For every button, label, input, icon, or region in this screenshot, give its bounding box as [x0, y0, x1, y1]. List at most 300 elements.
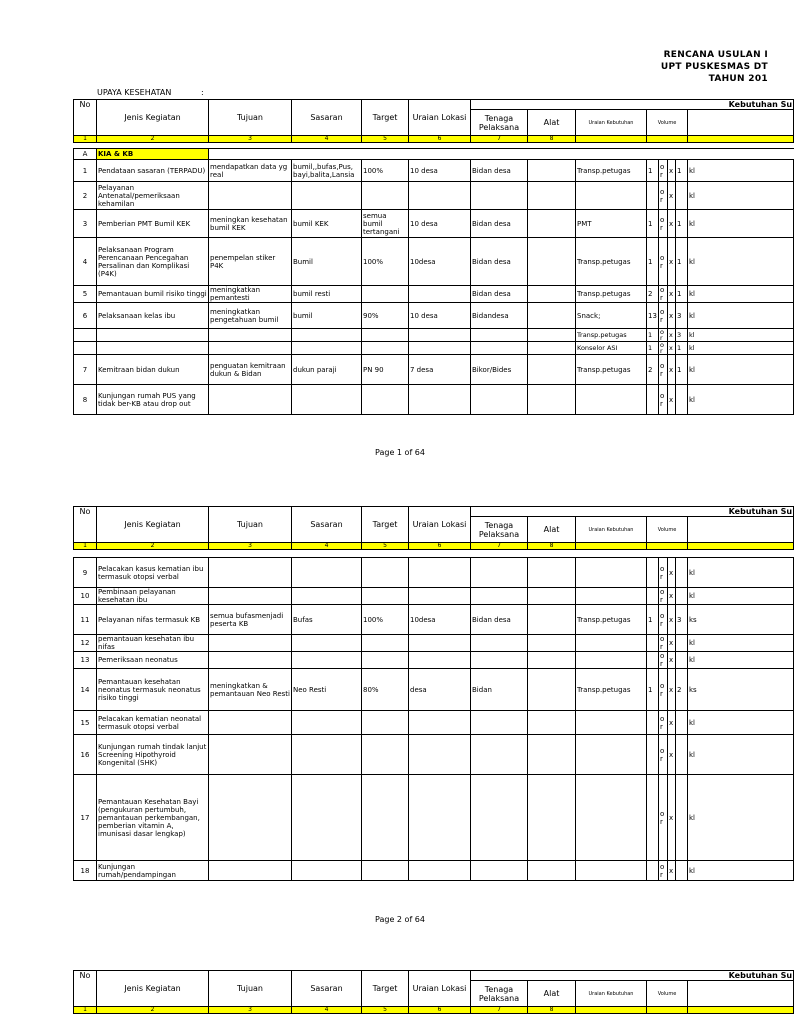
cell-uraian-kebutuhan: [576, 775, 647, 861]
row-number: 10: [74, 588, 97, 605]
cell-alat: [528, 669, 576, 711]
table-row: [74, 652, 794, 669]
cell-sasaran: [292, 861, 362, 881]
cell-lokasi: [409, 588, 471, 605]
col-num: 4: [292, 543, 362, 550]
col-num: 6: [409, 136, 471, 143]
cell-alat: [528, 861, 576, 881]
cell-jenis-kegiatan: Kunjungan rumah PUS yang tidak ber-KB atau drop out: [97, 385, 209, 415]
col-tenaga-header: Tenaga Pelaksana: [471, 110, 528, 136]
cell-uraian-kebutuhan: [576, 385, 647, 415]
page-1-rows: [74, 160, 794, 415]
cell-target: [362, 558, 409, 588]
cell-volume-x: x: [668, 775, 676, 861]
cell-alat: [528, 652, 576, 669]
cell-tujuan: semua bufasmenjadi peserta KB: [209, 605, 292, 635]
cell-volume-unit: or: [659, 286, 668, 303]
col-extra-header: [688, 981, 794, 1007]
empty-cell: [409, 329, 471, 342]
cell-uraian-kebutuhan: Transp.petugas: [576, 355, 647, 385]
cell-volume-qty: [647, 182, 659, 210]
cell-volume-qty: [647, 588, 659, 605]
column-number-row: [74, 136, 794, 143]
cell-jenis-kegiatan: Kunjungan rumah/pendampingan: [97, 861, 209, 881]
cell-volume-qty: 2: [647, 355, 659, 385]
cell-uraian-kebutuhan: [576, 711, 647, 735]
cell-tenaga: [471, 588, 528, 605]
cell-alat: [528, 558, 576, 588]
cell-sasaran: [292, 735, 362, 775]
cell-lokasi: [409, 861, 471, 881]
empty-cell: [292, 342, 362, 355]
cell-volume-qty-2: [676, 558, 688, 588]
row-number: 2: [74, 182, 97, 210]
cell-volume-unit: or: [659, 605, 668, 635]
cell-target: 80%: [362, 669, 409, 711]
cell-target: 100%: [362, 238, 409, 286]
report-title-line-1: RENCANA USULAN I: [663, 50, 768, 60]
column-number-row: [74, 543, 794, 550]
report-title-line-2: UPT PUSKESMAS DT: [660, 62, 768, 72]
cell-tenaga: [471, 635, 528, 652]
cell-alat: [528, 210, 576, 238]
cell-jenis-kegiatan: Pelaksanaan Program Perencanaan Pencegahan Persalinan dan Komplikasi (P4K): [97, 238, 209, 286]
cell-volume-qty: 1: [647, 238, 659, 286]
cell-uraian-kebutuhan: [576, 635, 647, 652]
cell-tenaga: [471, 652, 528, 669]
page-number-1: Page 1 of 64: [375, 448, 425, 457]
cell-volume-qty-2: 3: [676, 303, 688, 329]
cell-lokasi: [409, 385, 471, 415]
cell-volume-unit-2: kl: [688, 342, 794, 355]
cell-volume-unit: or: [659, 588, 668, 605]
cell-volume-unit: or: [659, 652, 668, 669]
cell-alat: [528, 711, 576, 735]
col-sasaran-header: Sasaran: [292, 100, 362, 136]
cell-sasaran: [292, 652, 362, 669]
cell-volume-qty: [647, 652, 659, 669]
cell-sasaran: [292, 775, 362, 861]
cell-target: [362, 588, 409, 605]
table-row: [74, 355, 794, 385]
cell-lokasi: 10 desa: [409, 210, 471, 238]
page-2-rows: [74, 558, 794, 881]
cell-volume-qty: [647, 735, 659, 775]
cell-volume-qty: [647, 775, 659, 861]
empty-cell: [97, 342, 209, 355]
cell-volume-qty-2: [676, 385, 688, 415]
cell-volume-x: x: [668, 605, 676, 635]
table-row: [74, 775, 794, 861]
cell-tenaga: Bidan desa: [471, 238, 528, 286]
col-num: 7: [471, 543, 528, 550]
cell-uraian-kebutuhan: Snack;: [576, 303, 647, 329]
cell-target: [362, 635, 409, 652]
col-volume-header: Volume: [647, 110, 688, 136]
cell-volume-unit: or: [659, 861, 668, 881]
cell-target: semua bumil tertangani: [362, 210, 409, 238]
table-header: [74, 100, 794, 143]
cell-tujuan: [209, 711, 292, 735]
cell-volume-unit: or: [659, 635, 668, 652]
cell-tujuan: penempelan stiker P4K: [209, 238, 292, 286]
cell-target: [362, 182, 409, 210]
cell-volume-qty-2: 3: [676, 329, 688, 342]
col-target-header: Target: [362, 971, 409, 1007]
col-num: 4: [292, 1007, 362, 1014]
empty-cell: [209, 342, 292, 355]
cell-alat: [528, 605, 576, 635]
cell-uraian-kebutuhan: [576, 182, 647, 210]
col-kebutuhan-header: Kebutuhan Su: [471, 507, 794, 517]
cell-volume-x: x: [668, 303, 676, 329]
cell-volume-qty-2: 1: [676, 160, 688, 182]
cell-tujuan: [209, 558, 292, 588]
row-number: 9: [74, 558, 97, 588]
table-row: [74, 182, 794, 210]
cell-lokasi: [409, 652, 471, 669]
row-number: 18: [74, 861, 97, 881]
cell-volume-unit: or: [659, 303, 668, 329]
col-num: 6: [409, 543, 471, 550]
cell-uraian-kebutuhan: PMT: [576, 210, 647, 238]
cell-volume-unit-2: kl: [688, 210, 794, 238]
cell-sasaran: bumil,,bufas,Pus, bayi,balita,Lansia: [292, 160, 362, 182]
cell-alat: [528, 635, 576, 652]
empty-cell: [362, 342, 409, 355]
cell-tujuan: [209, 735, 292, 775]
col-no-header: No: [74, 100, 97, 136]
cell-volume-unit-2: kl: [688, 635, 794, 652]
col-sasaran-header: Sasaran: [292, 507, 362, 543]
cell-tenaga: [471, 861, 528, 881]
cell-volume-qty-2: 3: [676, 605, 688, 635]
cell-tenaga: [471, 558, 528, 588]
cell-volume-x: x: [668, 588, 676, 605]
section-letter: A: [74, 149, 97, 160]
col-tujuan-header: Tujuan: [209, 971, 292, 1007]
cell-sasaran: [292, 558, 362, 588]
table-row: [74, 605, 794, 635]
cell-jenis-kegiatan: Pelayanan nifas termasuk KB: [97, 605, 209, 635]
empty-cell: [528, 329, 576, 342]
cell-lokasi: [409, 711, 471, 735]
col-target-header: Target: [362, 100, 409, 136]
cell-tenaga: [471, 385, 528, 415]
table-row: [74, 861, 794, 881]
cell-tujuan: meningkan kesehatan bumil KEK: [209, 210, 292, 238]
cell-uraian-kebutuhan: [576, 861, 647, 881]
cell-volume-unit: or: [659, 182, 668, 210]
cell-volume-unit-2: kl: [688, 735, 794, 775]
cell-tujuan: meningkatkan pengetahuan bumil: [209, 303, 292, 329]
cell-volume-qty-2: [676, 735, 688, 775]
page-number-2: Page 2 of 64: [375, 915, 425, 924]
cell-tenaga: Bidan desa: [471, 160, 528, 182]
cell-tenaga: Bidan desa: [471, 210, 528, 238]
table-row: [74, 735, 794, 775]
row-number: 11: [74, 605, 97, 635]
table-row: [74, 238, 794, 286]
cell-uraian-kebutuhan: Transp.petugas: [576, 238, 647, 286]
cell-volume-unit-2: kl: [688, 182, 794, 210]
table-row: [74, 286, 794, 303]
cell-uraian-kebutuhan: Transp.petugas: [576, 160, 647, 182]
cell-volume-unit-2: kl: [688, 160, 794, 182]
cell-jenis-kegiatan: Pemantauan kesehatan neonatus termasuk neonatus risiko tinggi: [97, 669, 209, 711]
col-tenaga-header: Tenaga Pelaksana: [471, 981, 528, 1007]
cell-jenis-kegiatan: Pelacakan kematian neonatal termasuk otopsi verbal: [97, 711, 209, 735]
empty-cell: [74, 329, 97, 342]
cell-target: 100%: [362, 160, 409, 182]
col-no-header: No: [74, 971, 97, 1007]
cell-sasaran: bumil KEK: [292, 210, 362, 238]
activity-table-page-2: [73, 506, 794, 881]
empty-cell: [74, 342, 97, 355]
empty-cell: [471, 342, 528, 355]
cell-lokasi: 10desa: [409, 605, 471, 635]
report-title-line-3: TAHUN 201: [708, 74, 768, 84]
col-tenaga-header: Tenaga Pelaksana: [471, 517, 528, 543]
cell-volume-qty-2: [676, 588, 688, 605]
cell-lokasi: 10desa: [409, 238, 471, 286]
table-row: [74, 385, 794, 415]
table-body-page-1: [74, 143, 794, 160]
cell-alat: [528, 238, 576, 286]
section-row: [74, 149, 794, 160]
cell-volume-unit: or: [659, 355, 668, 385]
cell-sasaran: [292, 182, 362, 210]
cell-volume-unit-2: ks: [688, 669, 794, 711]
empty-cell: [409, 342, 471, 355]
table-header: [74, 971, 794, 1014]
cell-jenis-kegiatan: Kemitraan bidan dukun: [97, 355, 209, 385]
cell-target: 90%: [362, 303, 409, 329]
cell-lokasi: [409, 182, 471, 210]
cell-volume-x: x: [668, 861, 676, 881]
cell-jenis-kegiatan: Pelayanan Antenatal/pemeriksaan kehamilan: [97, 182, 209, 210]
cell-uraian-kebutuhan: [576, 652, 647, 669]
col-num: 2: [97, 1007, 209, 1014]
cell-tenaga: Bidandesa: [471, 303, 528, 329]
col-lokasi-header: Uraian Lokasi: [409, 971, 471, 1007]
cell-uraian-kebutuhan: Konselor ASI: [576, 342, 647, 355]
cell-volume-qty: 1: [647, 669, 659, 711]
cell-jenis-kegiatan: Pemberian PMT Bumil KEK: [97, 210, 209, 238]
cell-volume-x: x: [668, 329, 676, 342]
cell-tenaga: Bidan: [471, 669, 528, 711]
cell-volume-unit-2: kl: [688, 329, 794, 342]
cell-tenaga: Bidan desa: [471, 605, 528, 635]
cell-uraian-kebutuhan: Transp.petugas: [576, 329, 647, 342]
cell-volume-qty: [647, 385, 659, 415]
cell-sasaran: bumil: [292, 303, 362, 329]
cell-sasaran: [292, 635, 362, 652]
cell-volume-qty-2: [676, 652, 688, 669]
cell-tujuan: [209, 652, 292, 669]
cell-lokasi: [409, 558, 471, 588]
cell-volume-qty-2: 1: [676, 286, 688, 303]
col-num: 5: [362, 543, 409, 550]
cell-volume-x: x: [668, 210, 676, 238]
cell-jenis-kegiatan: Pemeriksaan neonatus: [97, 652, 209, 669]
col-tujuan-header: Tujuan: [209, 507, 292, 543]
cell-uraian-kebutuhan: Transp.petugas: [576, 605, 647, 635]
cell-volume-unit-2: kl: [688, 711, 794, 735]
row-number: 6: [74, 303, 97, 329]
col-kebutuhan-header: Kebutuhan Su: [471, 971, 794, 981]
activity-table-page-3: [73, 970, 794, 1014]
cell-volume-unit-2: kl: [688, 861, 794, 881]
cell-target: [362, 385, 409, 415]
cell-volume-x: x: [668, 711, 676, 735]
cell-volume-x: x: [668, 160, 676, 182]
cell-volume-qty: [647, 711, 659, 735]
cell-volume-unit-2: kl: [688, 385, 794, 415]
row-number: 8: [74, 385, 97, 415]
cell-tujuan: [209, 588, 292, 605]
cell-volume-qty-2: [676, 861, 688, 881]
cell-lokasi: [409, 735, 471, 775]
cell-lokasi: [409, 635, 471, 652]
cell-volume-qty-2: [676, 775, 688, 861]
cell-tenaga: [471, 711, 528, 735]
cell-sasaran: [292, 385, 362, 415]
cell-uraian-kebutuhan: Transp.petugas: [576, 286, 647, 303]
cell-volume-unit-2: kl: [688, 355, 794, 385]
cell-volume-unit: or: [659, 160, 668, 182]
cell-volume-unit: or: [659, 238, 668, 286]
table-header: [74, 507, 794, 558]
table-row: [74, 210, 794, 238]
cell-target: [362, 711, 409, 735]
cell-uraian-kebutuhan: [576, 735, 647, 775]
table-row: [74, 588, 794, 605]
row-number: 1: [74, 160, 97, 182]
empty-cell: [292, 329, 362, 342]
table-row: [74, 669, 794, 711]
cell-volume-unit-2: kl: [688, 558, 794, 588]
table-row: [74, 711, 794, 735]
row-number: 7: [74, 355, 97, 385]
cell-volume-qty: 1: [647, 210, 659, 238]
cell-jenis-kegiatan: Pelaksanaan kelas ibu: [97, 303, 209, 329]
cell-alat: [528, 385, 576, 415]
cell-volume-qty-2: [676, 182, 688, 210]
cell-sasaran: Bufas: [292, 605, 362, 635]
col-uraian-kebutuhan-header: Uraian Kebutuhan: [576, 517, 647, 543]
cell-tujuan: mendapatkan data yg real: [209, 160, 292, 182]
cell-volume-qty-2: 1: [676, 238, 688, 286]
col-num: 4: [292, 136, 362, 143]
cell-volume-x: x: [668, 182, 676, 210]
cell-jenis-kegiatan: Pelacakan kasus kematian ibu termasuk otopsi verbal: [97, 558, 209, 588]
upaya-kesehatan-label: [97, 88, 204, 97]
cell-volume-qty: [647, 558, 659, 588]
col-num: 8: [528, 543, 576, 550]
cell-target: [362, 861, 409, 881]
cell-tujuan: [209, 385, 292, 415]
cell-volume-qty-2: [676, 711, 688, 735]
cell-alat: [528, 286, 576, 303]
cell-sasaran: dukun paraji: [292, 355, 362, 385]
row-number: 17: [74, 775, 97, 861]
col-extra-header: [688, 517, 794, 543]
section-label: KIA & KB: [97, 149, 209, 160]
cell-volume-x: x: [668, 385, 676, 415]
col-num: 2: [97, 136, 209, 143]
cell-volume-qty-2: 2: [676, 669, 688, 711]
cell-volume-qty: 2: [647, 286, 659, 303]
cell-volume-unit-2: kl: [688, 588, 794, 605]
col-jenis-header: Jenis Kegiatan: [97, 100, 209, 136]
cell-alat: [528, 588, 576, 605]
cell-target: [362, 652, 409, 669]
cell-target: PN 90: [362, 355, 409, 385]
cell-target: [362, 286, 409, 303]
empty-cell: [471, 329, 528, 342]
empty-cell: [97, 329, 209, 342]
col-lokasi-header: Uraian Lokasi: [409, 100, 471, 136]
cell-volume-qty: 1: [647, 160, 659, 182]
cell-tujuan: [209, 182, 292, 210]
col-alat-header: Alat: [528, 981, 576, 1007]
cell-volume-x: x: [668, 355, 676, 385]
table-row: [74, 329, 794, 342]
cell-volume-qty-2: [676, 635, 688, 652]
cell-target: [362, 775, 409, 861]
cell-volume-x: x: [668, 635, 676, 652]
cell-volume-unit: or: [659, 558, 668, 588]
col-target-header: Target: [362, 507, 409, 543]
cell-volume-qty: 1: [647, 605, 659, 635]
row-number: 15: [74, 711, 97, 735]
cell-tenaga: [471, 182, 528, 210]
cell-volume-qty: 13: [647, 303, 659, 329]
col-num: 8: [528, 136, 576, 143]
table-row: [74, 342, 794, 355]
col-extra-header: [688, 110, 794, 136]
row-number: 5: [74, 286, 97, 303]
column-number-row: [74, 1007, 794, 1014]
empty-cell: [528, 342, 576, 355]
cell-tenaga: [471, 735, 528, 775]
cell-volume-unit: or: [659, 711, 668, 735]
col-num: 3: [209, 136, 292, 143]
cell-tujuan: [209, 775, 292, 861]
col-jenis-header: Jenis Kegiatan: [97, 507, 209, 543]
empty-cell: [209, 329, 292, 342]
cell-lokasi: [409, 286, 471, 303]
col-lokasi-header: Uraian Lokasi: [409, 507, 471, 543]
cell-alat: [528, 735, 576, 775]
cell-tujuan: meningkatkan pemantesti: [209, 286, 292, 303]
cell-volume-qty: [647, 635, 659, 652]
col-num: 7: [471, 1007, 528, 1014]
cell-tenaga: Bikor/Bides: [471, 355, 528, 385]
upaya-colon: :: [201, 88, 204, 97]
col-num: 1: [74, 1007, 97, 1014]
col-volume-header: Volume: [647, 981, 688, 1007]
col-alat-header: Alat: [528, 110, 576, 136]
upaya-label-text: UPAYA KESEHATAN: [97, 88, 172, 97]
col-alat-header: Alat: [528, 517, 576, 543]
cell-volume-unit: or: [659, 210, 668, 238]
table-row: [74, 160, 794, 182]
cell-volume-unit-2: kl: [688, 652, 794, 669]
cell-volume-unit: or: [659, 669, 668, 711]
cell-volume-unit: or: [659, 775, 668, 861]
